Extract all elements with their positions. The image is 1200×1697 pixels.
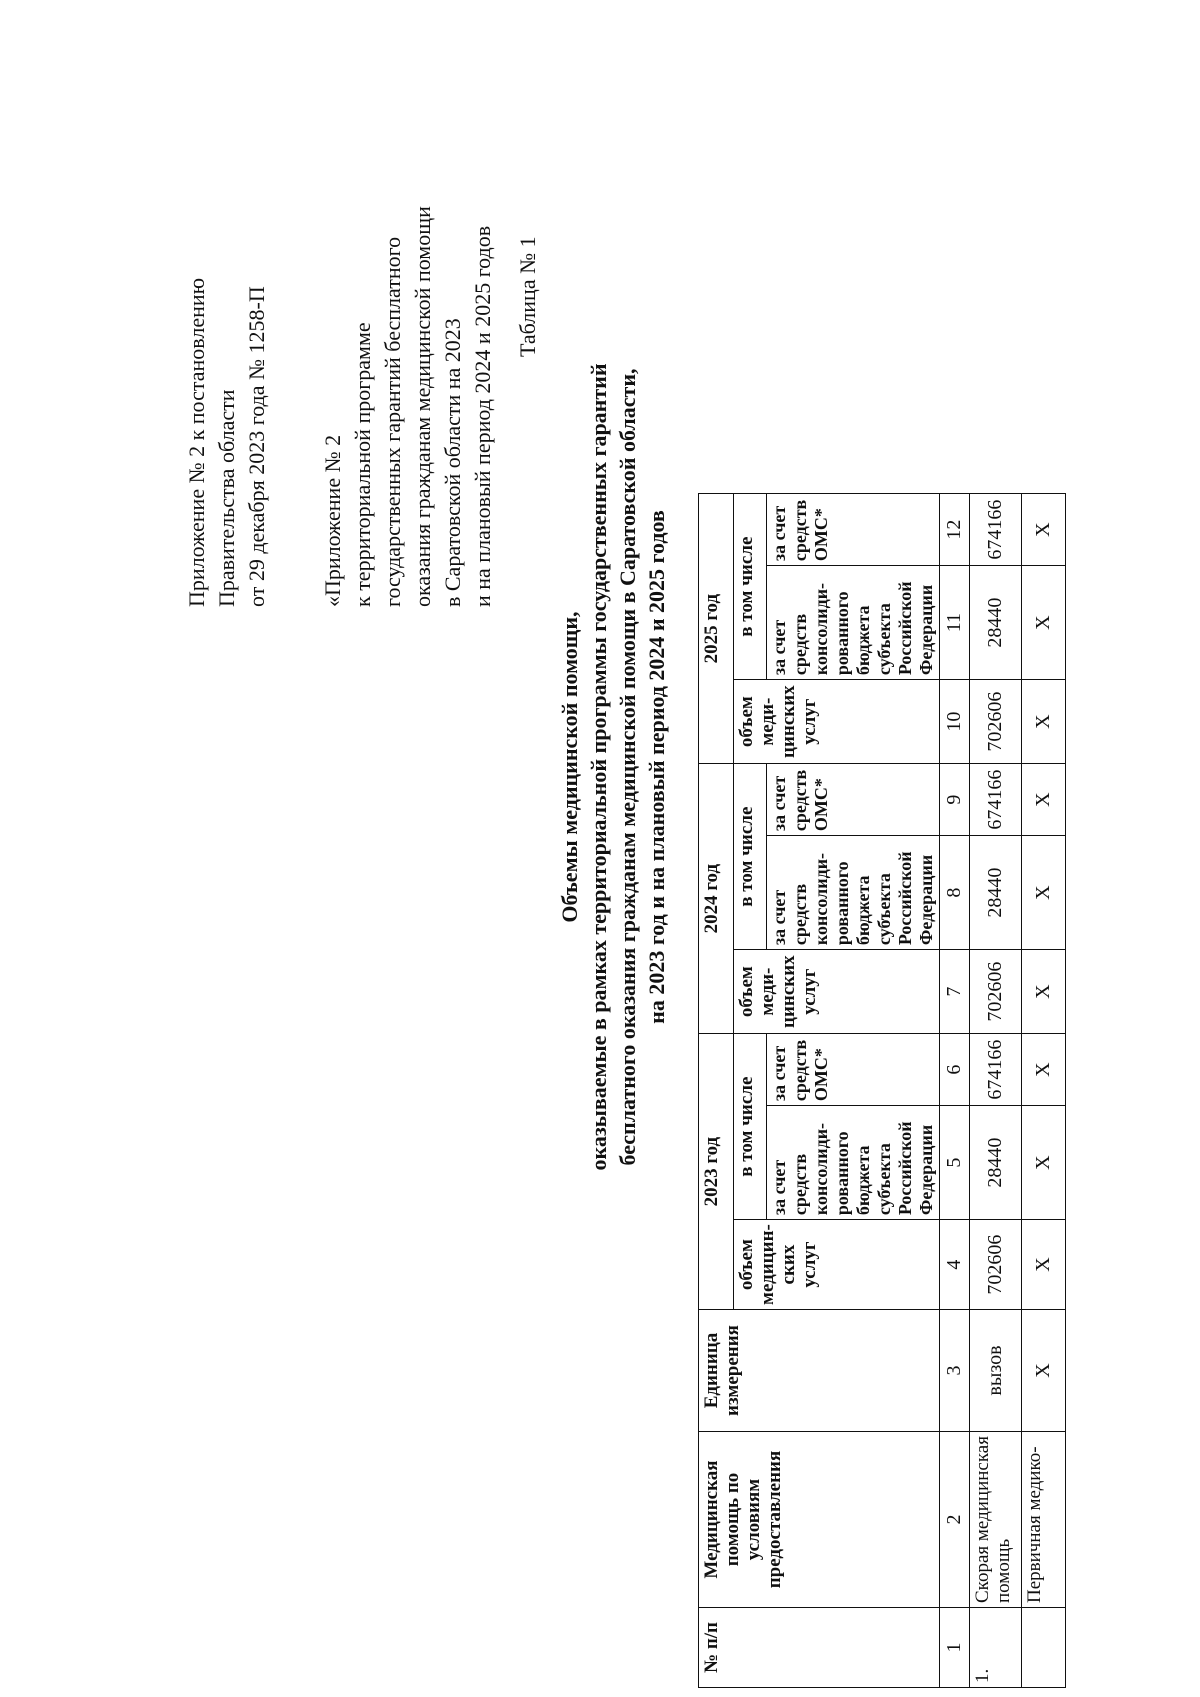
row-number: 1. [970, 1608, 1022, 1688]
row-care-type: Скорая медицинская помощь [970, 1432, 1022, 1608]
column-number: 12 [940, 494, 970, 566]
appendix-line: оказания гражданам медицинской помощи [410, 206, 435, 607]
appendix-line: в Саратовской области на 2023 [440, 318, 465, 607]
row-value: X [1022, 1106, 1066, 1220]
row-value: X [1022, 950, 1066, 1034]
header-including-2024: в том числе [734, 764, 767, 950]
header-num: № п/п [699, 1608, 940, 1688]
header-line: Приложение № 2 к постановлению [184, 277, 209, 607]
header-volume-2023: объем медицин-ских услуг [734, 1220, 940, 1310]
title-line: на 2023 год и на плановый период 2024 и 2025 годов [644, 510, 669, 1024]
title-line: Объемы медицинской помощи, [557, 611, 582, 923]
column-number: 5 [940, 1106, 970, 1220]
header-including-2023: в том числе [734, 1034, 767, 1220]
row-value: X [1022, 764, 1066, 836]
column-number: 1 [940, 1608, 970, 1688]
header-oms-2024: за счет средств ОМС* [767, 764, 940, 836]
table-row [1022, 494, 1066, 1688]
column-number: 4 [940, 1220, 970, 1310]
header-year-2024: 2024 год [699, 764, 734, 1034]
header-line: Правительства области [214, 389, 239, 607]
header-line: от 29 декабря 2023 года № 1258-П [244, 286, 269, 607]
row-value: 28440 [970, 566, 1022, 680]
header-year-2025: 2025 год [699, 494, 734, 764]
row-value: X [1022, 1034, 1066, 1106]
row-value: 674166 [970, 494, 1022, 566]
header-budget-2024: за счет средств консолиди-рованного бюджета субъекта Российской Федерации [767, 836, 940, 950]
row-value: 702606 [970, 1220, 1022, 1310]
header-unit: Единица измерения [699, 1310, 940, 1432]
column-number: 2 [940, 1432, 970, 1608]
column-number-row [940, 494, 970, 1688]
appendix-line: государственных гарантий бесплатного [380, 236, 405, 607]
approval-header [182, 47, 272, 607]
row-value: 28440 [970, 1106, 1022, 1220]
row-value: 674166 [970, 1034, 1022, 1106]
header-volume-2024: объем меди-цинских услуг [734, 950, 940, 1034]
row-number [1022, 1608, 1066, 1688]
medical-care-volumes-table [698, 493, 1066, 1688]
row-value: X [1022, 494, 1066, 566]
header-year-2023: 2023 год [699, 1034, 734, 1310]
row-value: X [1022, 1220, 1066, 1310]
column-number: 7 [940, 950, 970, 1034]
row-value: X [1022, 680, 1066, 764]
column-number: 9 [940, 764, 970, 836]
column-number: 3 [940, 1310, 970, 1432]
appendix-line: «Приложение № 2 [320, 434, 345, 607]
header-budget-2023: за счет средств консолиди-рованного бюджета субъекта Российской Федерации [767, 1106, 940, 1220]
row-value: 702606 [970, 950, 1022, 1034]
header-volume-2025: объем меди-цинских услуг [734, 680, 940, 764]
row-unit: X [1022, 1310, 1066, 1432]
header-including-2025: в том числе [734, 494, 767, 680]
column-number: 10 [940, 680, 970, 764]
column-number: 8 [940, 836, 970, 950]
row-value: X [1022, 836, 1066, 950]
column-number: 6 [940, 1034, 970, 1106]
row-value: 28440 [970, 836, 1022, 950]
appendix-line: к территориальной программе [350, 322, 375, 607]
header-oms-2025: за счет средств ОМС* [767, 494, 940, 566]
header-oms-2023: за счет средств ОМС* [767, 1034, 940, 1106]
column-number: 11 [940, 566, 970, 680]
title-line: оказываемые в рамках территориальной программы государственных гарантий [586, 363, 611, 1171]
row-value: 702606 [970, 680, 1022, 764]
appendix-line: и на плановый период 2024 и 2025 годов [470, 225, 495, 607]
header-budget-2025: за счет средств консолиди-рованного бюджета субъекта Российской Федерации [767, 566, 940, 680]
header-care-type: Медицинская помощь по условиям предоставления [699, 1432, 940, 1608]
row-value: 674166 [970, 764, 1022, 836]
title-line: бесплатного оказания гражданам медицинской помощи в Саратовской области, [615, 368, 640, 1166]
row-unit: вызов [970, 1310, 1022, 1432]
row-care-type: Первичная медико- [1022, 1432, 1066, 1608]
table-row [970, 494, 1022, 1688]
appendix-reference [318, 47, 498, 607]
row-value: X [1022, 566, 1066, 680]
table-number: Таблица № 1 [515, 236, 540, 357]
